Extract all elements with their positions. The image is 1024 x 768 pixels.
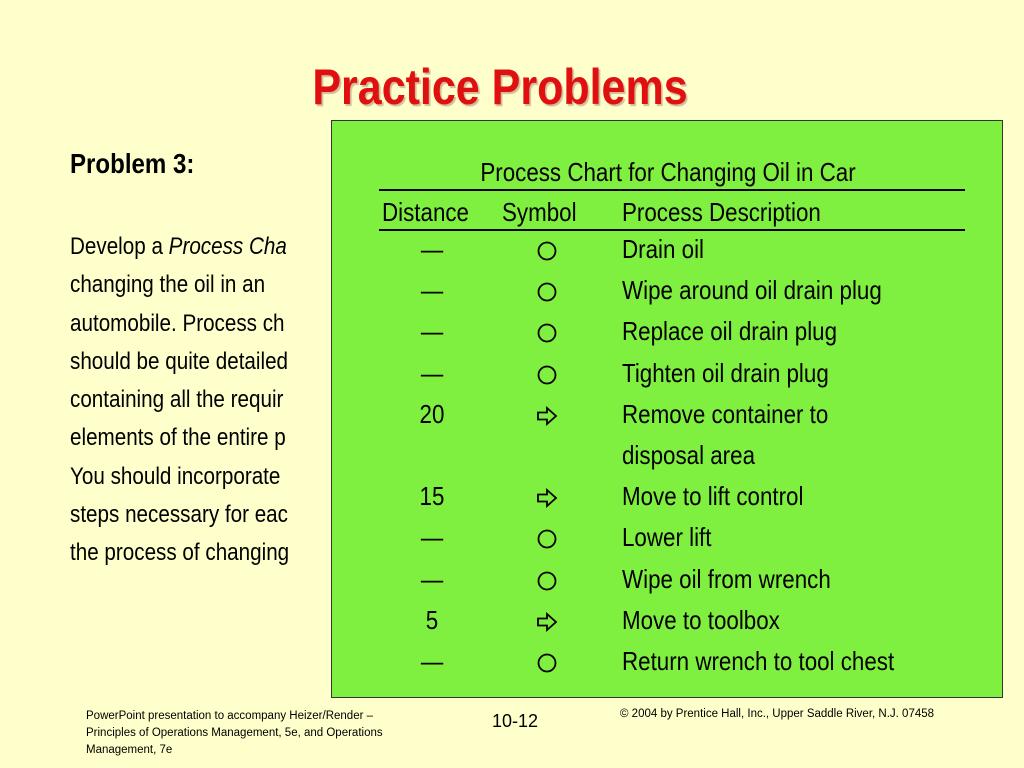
- row-description: Return wrench to tool chest: [622, 646, 895, 676]
- footer-copyright: © 2004 by Prentice Hall, Inc., Upper Saddle River, N.J. 07458: [620, 708, 935, 720]
- problem-text: [70, 228, 354, 573]
- row-description: Drain oil: [622, 234, 705, 264]
- problem-text-line: steps necessary for eac: [70, 501, 288, 529]
- row-description: Remove container to: [622, 399, 829, 429]
- row-description: disposal area: [622, 440, 756, 470]
- problem-text-line: elements of the entire p: [70, 424, 286, 452]
- row-distance: 5: [425, 605, 439, 635]
- problem-text-lead: [70, 228, 354, 266]
- operation-circle-icon: [502, 275, 592, 305]
- problem-text-line: should be quite detailed: [70, 347, 289, 375]
- problem-lines: [70, 266, 354, 572]
- row-description: Lower lift: [622, 522, 712, 552]
- row-description: Wipe oil from wrench: [622, 564, 831, 594]
- problem-text-line: the process of changing: [70, 539, 290, 567]
- footer-credit: PowerPoint presentation to accompany Heizer/Render – Principles of Operations Management, 5e, and Operations Management, 7e: [86, 710, 383, 756]
- problem-text-italic: Process Cha: [168, 233, 287, 260]
- row-distance: —: [420, 234, 444, 264]
- operation-circle-icon: [502, 316, 592, 346]
- operation-circle-icon: [502, 522, 592, 552]
- problem-heading: Problem 3:: [70, 148, 195, 179]
- row-symbol-empty: [502, 440, 592, 470]
- row-distance: —: [420, 564, 444, 594]
- operation-circle-icon: [502, 646, 592, 676]
- row-distance: —: [420, 316, 444, 346]
- operation-circle-icon: [502, 358, 592, 388]
- row-distance: 20: [419, 399, 445, 429]
- row-description: Move to lift control: [622, 481, 804, 511]
- row-distance: —: [420, 646, 444, 676]
- problem-text-prefix: Develop a: [70, 233, 169, 260]
- operation-circle-icon: [502, 564, 592, 594]
- header-symbol: Symbol: [502, 197, 577, 227]
- row-description: Tighten oil drain plug: [622, 358, 829, 388]
- slide-title: Practice Problems: [312, 59, 688, 115]
- process-chart-panel: [331, 120, 1003, 698]
- problem-text-line: You should incorporate: [70, 462, 281, 490]
- header-description: Process Description: [622, 197, 821, 227]
- table-header-rule: [379, 229, 965, 231]
- row-description: Wipe around oil drain plug: [622, 275, 882, 305]
- problem-text-line: changing the oil in an: [70, 271, 266, 299]
- footer-page-number: 10-12: [491, 711, 539, 731]
- row-distance: —: [420, 358, 444, 388]
- row-distance: —: [420, 275, 444, 305]
- header-distance: Distance: [382, 197, 469, 227]
- operation-circle-icon: [502, 234, 592, 264]
- transport-arrow-icon: [502, 399, 592, 429]
- row-distance: 15: [419, 481, 445, 511]
- transport-arrow-icon: [502, 481, 592, 511]
- problem-text-line: containing all the requir: [70, 386, 284, 414]
- row-distance: —: [420, 522, 444, 552]
- table-top-rule: [379, 189, 965, 191]
- row-description: Move to toolbox: [622, 605, 780, 635]
- problem-text-line: automobile. Process ch: [70, 309, 285, 337]
- process-chart-title: Process Chart for Changing Oil in Car: [480, 157, 856, 187]
- transport-arrow-icon: [502, 605, 592, 635]
- row-description: Replace oil drain plug: [622, 316, 838, 346]
